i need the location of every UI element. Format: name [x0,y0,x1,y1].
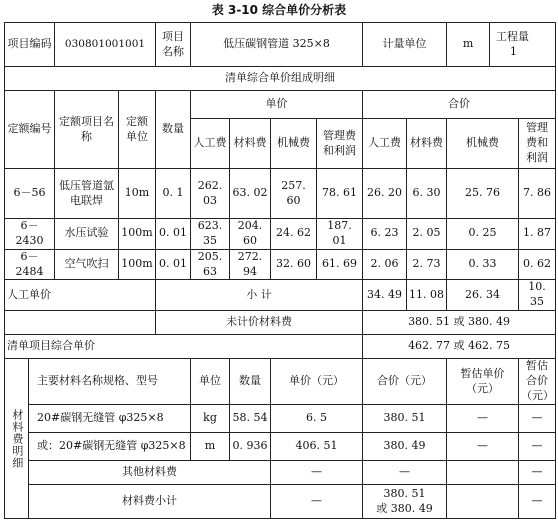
mat-subtotal-label: 材料费小计 [29,485,271,519]
row-qty: 0. 01 [156,249,191,280]
mat-col-qty: 数量 [230,359,271,405]
col-total-group: 合价 [363,91,556,119]
row-qty: 0. 01 [156,219,191,250]
mat-subtotal-total-1: 380. 51 [383,486,426,500]
row-code: 6－2430 [5,219,55,250]
mat-item-unit: m [191,433,230,461]
mat-item-total: 380. 51 [363,405,447,433]
row-unit: 100m [119,219,156,250]
project-name-label: 项目名称 [156,23,191,67]
row-tot-mgmt: 7. 86 [519,169,556,219]
composite-unit-price-table [4,22,556,519]
subtotal-mgmt: 10. 35 [519,280,556,311]
mat-subtotal-est-total: — [519,485,556,519]
material-side-label: 材料费明细 [10,408,24,469]
quantity-value: 1 [510,44,518,58]
project-code: 030801001001 [55,23,156,67]
project-name: 低压碳钢管道 325×8 [191,23,363,67]
row-unit: 10m [119,169,156,219]
col-total-mgmt: 管理费和利润 [519,119,556,169]
row-tot-material: 6. 30 [407,169,447,219]
unit-value: m [447,23,490,67]
list-item [5,433,556,461]
row-tot-machine: 0. 25 [447,219,519,250]
subtotal-machine: 26. 34 [447,280,519,311]
mat-item-total: 380. 49 [363,433,447,461]
mat-item-name: 或：20#碳钢无缝管 φ325×8 [29,433,191,461]
row-name: 空气吹扫 [55,249,119,280]
subtotal-material: 11. 08 [407,280,447,311]
mat-other-est-total: — [519,461,556,485]
mat-item-qty: 58. 54 [230,405,271,433]
detail-title: 清单综合单价组成明细 [5,67,556,91]
mat-subtotal-total [363,485,447,519]
project-code-label: 项目编码 [5,23,55,67]
row-tot-material: 2. 73 [407,249,447,280]
col-unit-machine: 机械费 [271,119,317,169]
col-quota-code: 定额编号 [5,91,55,169]
mat-col-name: 主要材料名称规格、型号 [29,359,191,405]
row-qty: 0. 1 [156,169,191,219]
col-unit-price-group: 单价 [191,91,363,119]
mat-item-est-total: — [519,405,556,433]
row-up-mgmt: 61. 69 [317,249,363,280]
list-item [5,405,556,433]
composite-price-value: 462. 77 或 462. 75 [363,335,556,359]
mat-other-unit-price: — [271,461,363,485]
mat-subtotal-unit-price: — [271,485,363,519]
mat-item-est-unit: — [447,433,519,461]
row-name: 水压试验 [55,219,119,250]
col-total-machine: 机械费 [447,119,519,169]
row-up-mgmt: 187. 01 [317,219,363,250]
mat-item-name: 20#碳钢无缝管 φ325×8 [29,405,191,433]
col-quota-name: 定额项目名称 [55,91,119,169]
row-up-machine: 24. 62 [271,219,317,250]
row-tot-machine: 0. 33 [447,249,519,280]
mat-item-unit-price: 6. 5 [271,405,363,433]
row-tot-labor: 6. 23 [363,219,407,250]
mat-item-est-total: — [519,433,556,461]
col-unit-material: 材料费 [230,119,271,169]
subtotal-label: 小 计 [156,280,363,311]
col-total-labor: 人工费 [363,119,407,169]
mat-other-label: 其他材料费 [29,461,271,485]
table-row [5,219,556,250]
col-amount: 数量 [156,91,191,169]
row-tot-labor: 2. 06 [363,249,407,280]
row-code: 6－56 [5,169,55,219]
row-tot-machine: 25. 76 [447,169,519,219]
table-caption: 表 3-10 综合单价分析表 [211,3,347,17]
blank-cell [5,311,156,335]
row-up-material: 272. 94 [230,249,271,280]
labor-unit-price-label: 人工单价 [5,280,156,311]
row-unit: 100m [119,249,156,280]
row-up-mgmt: 78. 61 [317,169,363,219]
table-row [5,249,556,280]
mat-other-total: — [363,461,447,485]
composite-price-label: 清单项目综合单价 [5,335,363,359]
unpriced-material-value: 380. 51 或 380. 49 [363,311,556,335]
row-up-labor: 205. 63 [191,249,230,280]
row-up-machine: 32. 60 [271,249,317,280]
row-tot-material: 2. 05 [407,219,447,250]
unit-label: 计量单位 [363,23,447,67]
mat-col-est-total: 暂估合价（元） [519,359,556,405]
table-row [5,169,556,219]
col-total-material: 材料费 [407,119,447,169]
row-name: 低压管道氩电联焊 [55,169,119,219]
quantity-cell [490,23,556,67]
subtotal-labor: 34. 49 [363,280,407,311]
mat-subtotal-blank [447,485,519,519]
mat-item-unit-price: 406. 51 [271,433,363,461]
quantity-label: 工程量 [496,29,530,43]
mat-col-total: 合价（元） [363,359,447,405]
row-code: 6－2484 [5,249,55,280]
row-up-machine: 257. 60 [271,169,317,219]
mat-col-est-unit-price: 暂估单价（元） [447,359,519,405]
col-quota-unit: 定额单位 [119,91,156,169]
material-side-label-cell [5,359,29,519]
unpriced-material-label: 未计价材料费 [156,311,363,335]
mat-item-qty: 0. 936 [230,433,271,461]
mat-item-unit: kg [191,405,230,433]
mat-item-est-unit: — [447,405,519,433]
mat-subtotal-total-2: 或 380. 49 [376,501,433,515]
row-up-material: 204. 60 [230,219,271,250]
col-unit-mgmt: 管理费和利润 [317,119,363,169]
mat-col-unit: 单位 [191,359,230,405]
row-up-labor: 623. 35 [191,219,230,250]
row-tot-mgmt: 1. 87 [519,219,556,250]
row-up-labor: 262. 03 [191,169,230,219]
row-up-material: 63. 02 [230,169,271,219]
row-tot-mgmt: 0. 62 [519,249,556,280]
row-tot-labor: 26. 20 [363,169,407,219]
header-row [5,23,556,67]
mat-col-unit-price: 单价（元） [271,359,363,405]
col-unit-labor: 人工费 [191,119,230,169]
mat-other-blank [447,461,519,485]
